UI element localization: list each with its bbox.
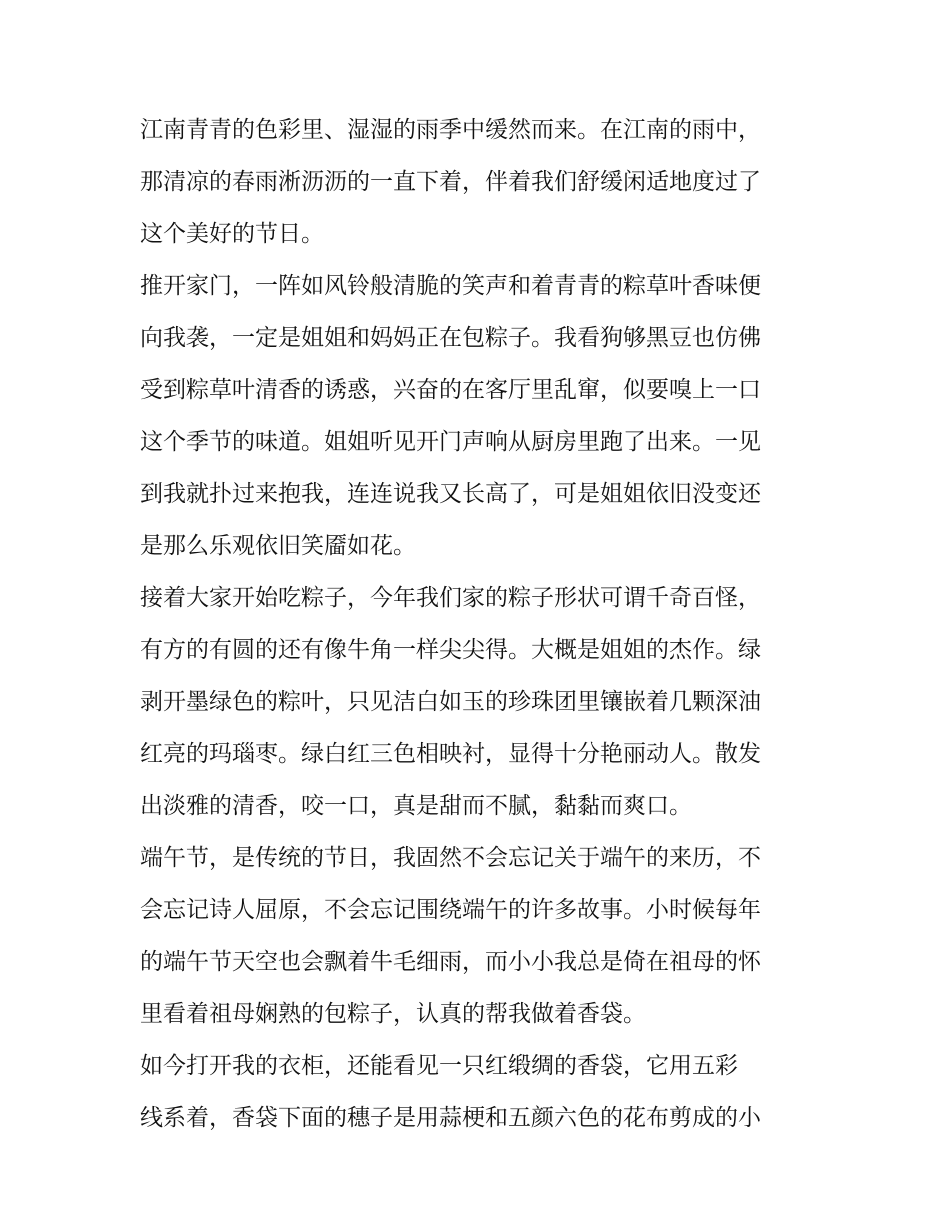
text-line: 的端午节天空也会飘着牛毛细雨，而小小我总是倚在祖母的怀 [140, 949, 761, 975]
text-line: 到我就扑过来抱我，连连说我又长高了，可是姐姐依旧没变还 [140, 481, 761, 507]
text-line: 这个季节的味道。姐姐听见开门声响从厨房里跑了出来。一见 [140, 429, 761, 455]
text-line: 受到粽草叶清香的诱惑，兴奋的在客厅里乱窜，似要嗅上一口 [140, 377, 761, 403]
text-line: 里看着祖母娴熟的包粽子，认真的帮我做着香袋。 [140, 1001, 646, 1027]
text-line: 那清凉的春雨淅沥沥的一直下着，伴着我们舒缓闲适地度过了 [140, 169, 761, 195]
text-line: 江南青青的色彩里、湿湿的雨季中缓然而来。在江南的雨中， [140, 117, 761, 143]
text-line: 这个美好的节日。 [140, 221, 324, 247]
text-line: 剥开墨绿色的粽叶，只见洁白如玉的珍珠团里镶嵌着几颗深油 [140, 689, 761, 715]
text-line: 向我袭，一定是姐姐和妈妈正在包粽子。我看狗够黑豆也仿佛 [140, 325, 761, 351]
text-line: 线系着，香袋下面的穗子是用蒜梗和五颜六色的花布剪成的小 [140, 1105, 761, 1131]
text-line: 接着大家开始吃粽子，今年我们家的粽子形状可谓千奇百怪， [140, 585, 761, 611]
text-line: 是那么乐观依旧笑靥如花。 [140, 533, 416, 559]
text-line: 有方的有圆的还有像牛角一样尖尖得。大概是姐姐的杰作。绿 [140, 637, 761, 663]
text-line: 出淡雅的清香，咬一口，真是甜而不腻，黏黏而爽口。 [140, 793, 692, 819]
document-body [140, 104, 812, 1144]
text-line: 推开家门，一阵如风铃般清脆的笑声和着青青的粽草叶香味便 [140, 273, 761, 299]
text-line: 端午节，是传统的节日，我固然不会忘记关于端午的来历，不 [140, 845, 761, 871]
text-line: 会忘记诗人屈原，不会忘记围绕端午的许多故事。小时候每年 [140, 897, 761, 923]
text-line: 如今打开我的衣柜，还能看见一只红缎绸的香袋，它用五彩 [140, 1053, 738, 1079]
text-line: 红亮的玛瑙枣。绿白红三色相映衬，显得十分艳丽动人。散发 [140, 741, 761, 767]
